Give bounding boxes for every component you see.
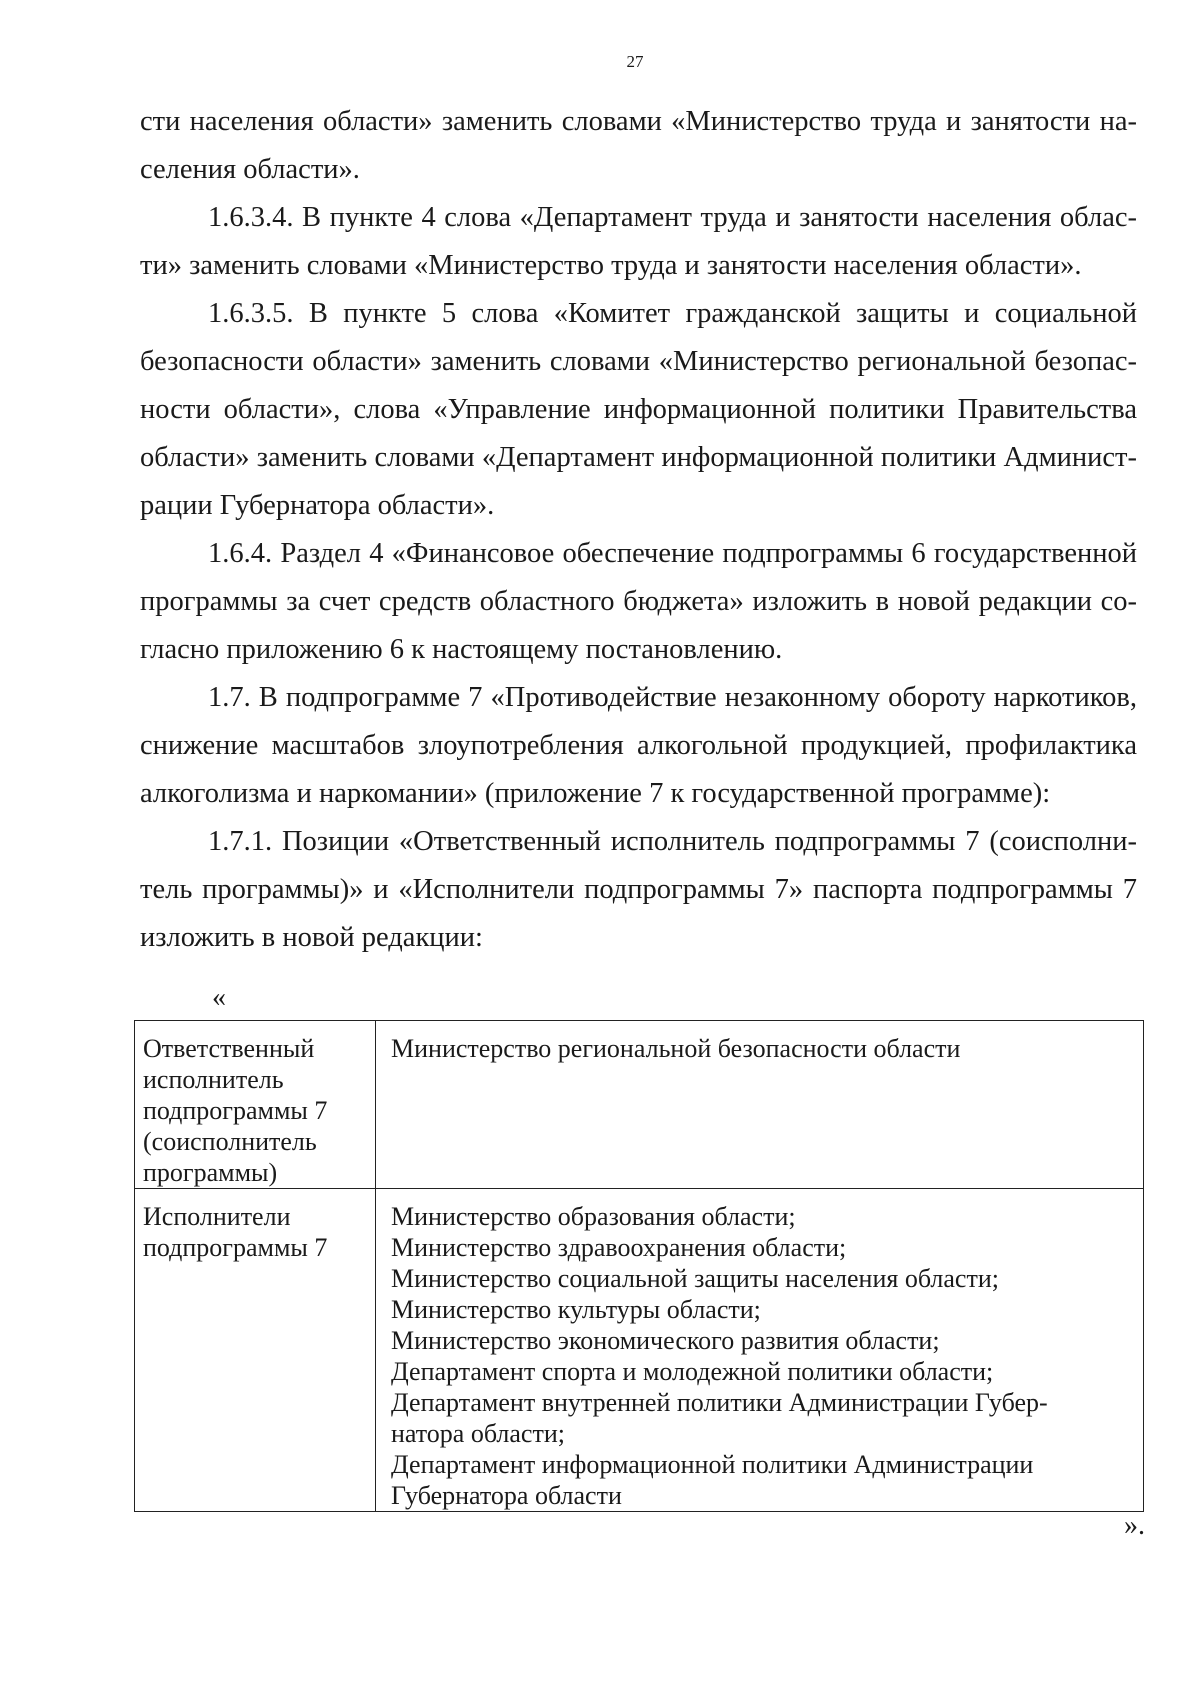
paragraph-line: снижение масштабов злоупотребления алкогольной продукцией, профилактика	[140, 730, 1137, 761]
paragraph-line: ти» заменить словами «Министерство труда и занятости населения области».	[140, 250, 1082, 281]
responsible-label-cell	[135, 1021, 376, 1189]
cell-text-line: (соисполнитель	[143, 1127, 317, 1156]
paragraph-line: изложить в новой редакции:	[140, 922, 483, 953]
paragraph-line: рации Губернатора области».	[140, 490, 495, 521]
cell-text-line: подпрограммы 7	[143, 1096, 328, 1125]
cell-text-line: Исполнители	[143, 1202, 291, 1231]
executors-value-cell	[376, 1189, 1144, 1512]
subprogram-passport-table	[134, 1020, 1144, 1512]
paragraph-line: 1.7. В подпрограмме 7 «Противодействие незаконному обороту наркотиков,	[208, 682, 1137, 713]
paragraph-line: безопасности области» заменить словами «Министерство региональной безопас-	[140, 346, 1137, 377]
paragraph-line: алкоголизма и наркомании» (приложение 7 к государственной программе):	[140, 778, 1051, 809]
cell-text-line: Департамент информационной политики Администрации	[391, 1450, 1034, 1479]
cell-text-line: Министерство культуры области;	[391, 1295, 761, 1324]
cell-text-line: Министерство экономического развития области;	[391, 1326, 940, 1355]
page-number: 27	[626, 52, 644, 71]
cell-text-line: Губернатора области	[391, 1481, 622, 1510]
table-row	[135, 1021, 1144, 1189]
cell-text-line: Департамент спорта и молодежной политики области;	[391, 1357, 994, 1386]
responsible-value-cell	[376, 1021, 1144, 1189]
paragraph-line: ности области», слова «Управление информационной политики Правительства	[140, 394, 1137, 425]
cell-text-line: исполнитель	[143, 1065, 284, 1094]
paragraph-line: селения области».	[140, 154, 360, 185]
paragraph-line: тель программы)» и «Исполнители подпрограммы 7» паспорта подпрограммы 7	[140, 874, 1137, 905]
paragraph-line: сти населения области» заменить словами «Министерство труда и занятости на-	[140, 106, 1137, 137]
paragraph-line: гласно приложению 6 к настоящему постановлению.	[140, 634, 783, 665]
cell-text-line: натора области;	[391, 1419, 565, 1448]
executors-label-cell	[135, 1189, 376, 1512]
document-body	[140, 98, 1137, 962]
paragraph-line: программы за счет средств областного бюджета» изложить в новой редакции со-	[140, 586, 1137, 617]
open-quote: «	[212, 982, 226, 1013]
paragraph-line: 1.6.4. Раздел 4 «Финансовое обеспечение подпрограммы 6 государственной	[208, 538, 1137, 569]
cell-text-line: подпрограммы 7	[143, 1233, 328, 1262]
paragraph-line: 1.6.3.5. В пункте 5 слова «Комитет гражданской защиты и социальной	[208, 298, 1137, 329]
paragraph-line: 1.7.1. Позиции «Ответственный исполнитель подпрограммы 7 (соисполни-	[208, 826, 1137, 857]
cell-text-line: Ответственный	[143, 1034, 315, 1063]
cell-text-line: Министерство образования области;	[391, 1202, 796, 1231]
cell-text-line: Министерство здравоохранения области;	[391, 1233, 847, 1262]
cell-text-line: Департамент внутренней политики Администрации Губер-	[391, 1388, 1048, 1417]
close-quote: ».	[1124, 1510, 1145, 1541]
cell-text-line: Министерство региональной безопасности области	[391, 1034, 961, 1063]
paragraph-line: области» заменить словами «Департамент информационной политики Админист-	[140, 442, 1137, 473]
paragraph-line: 1.6.3.4. В пункте 4 слова «Департамент труда и занятости населения облас-	[208, 202, 1137, 233]
table-row	[135, 1189, 1144, 1512]
cell-text-line: программы)	[143, 1158, 278, 1187]
cell-text-line: Министерство социальной защиты населения области;	[391, 1264, 999, 1293]
